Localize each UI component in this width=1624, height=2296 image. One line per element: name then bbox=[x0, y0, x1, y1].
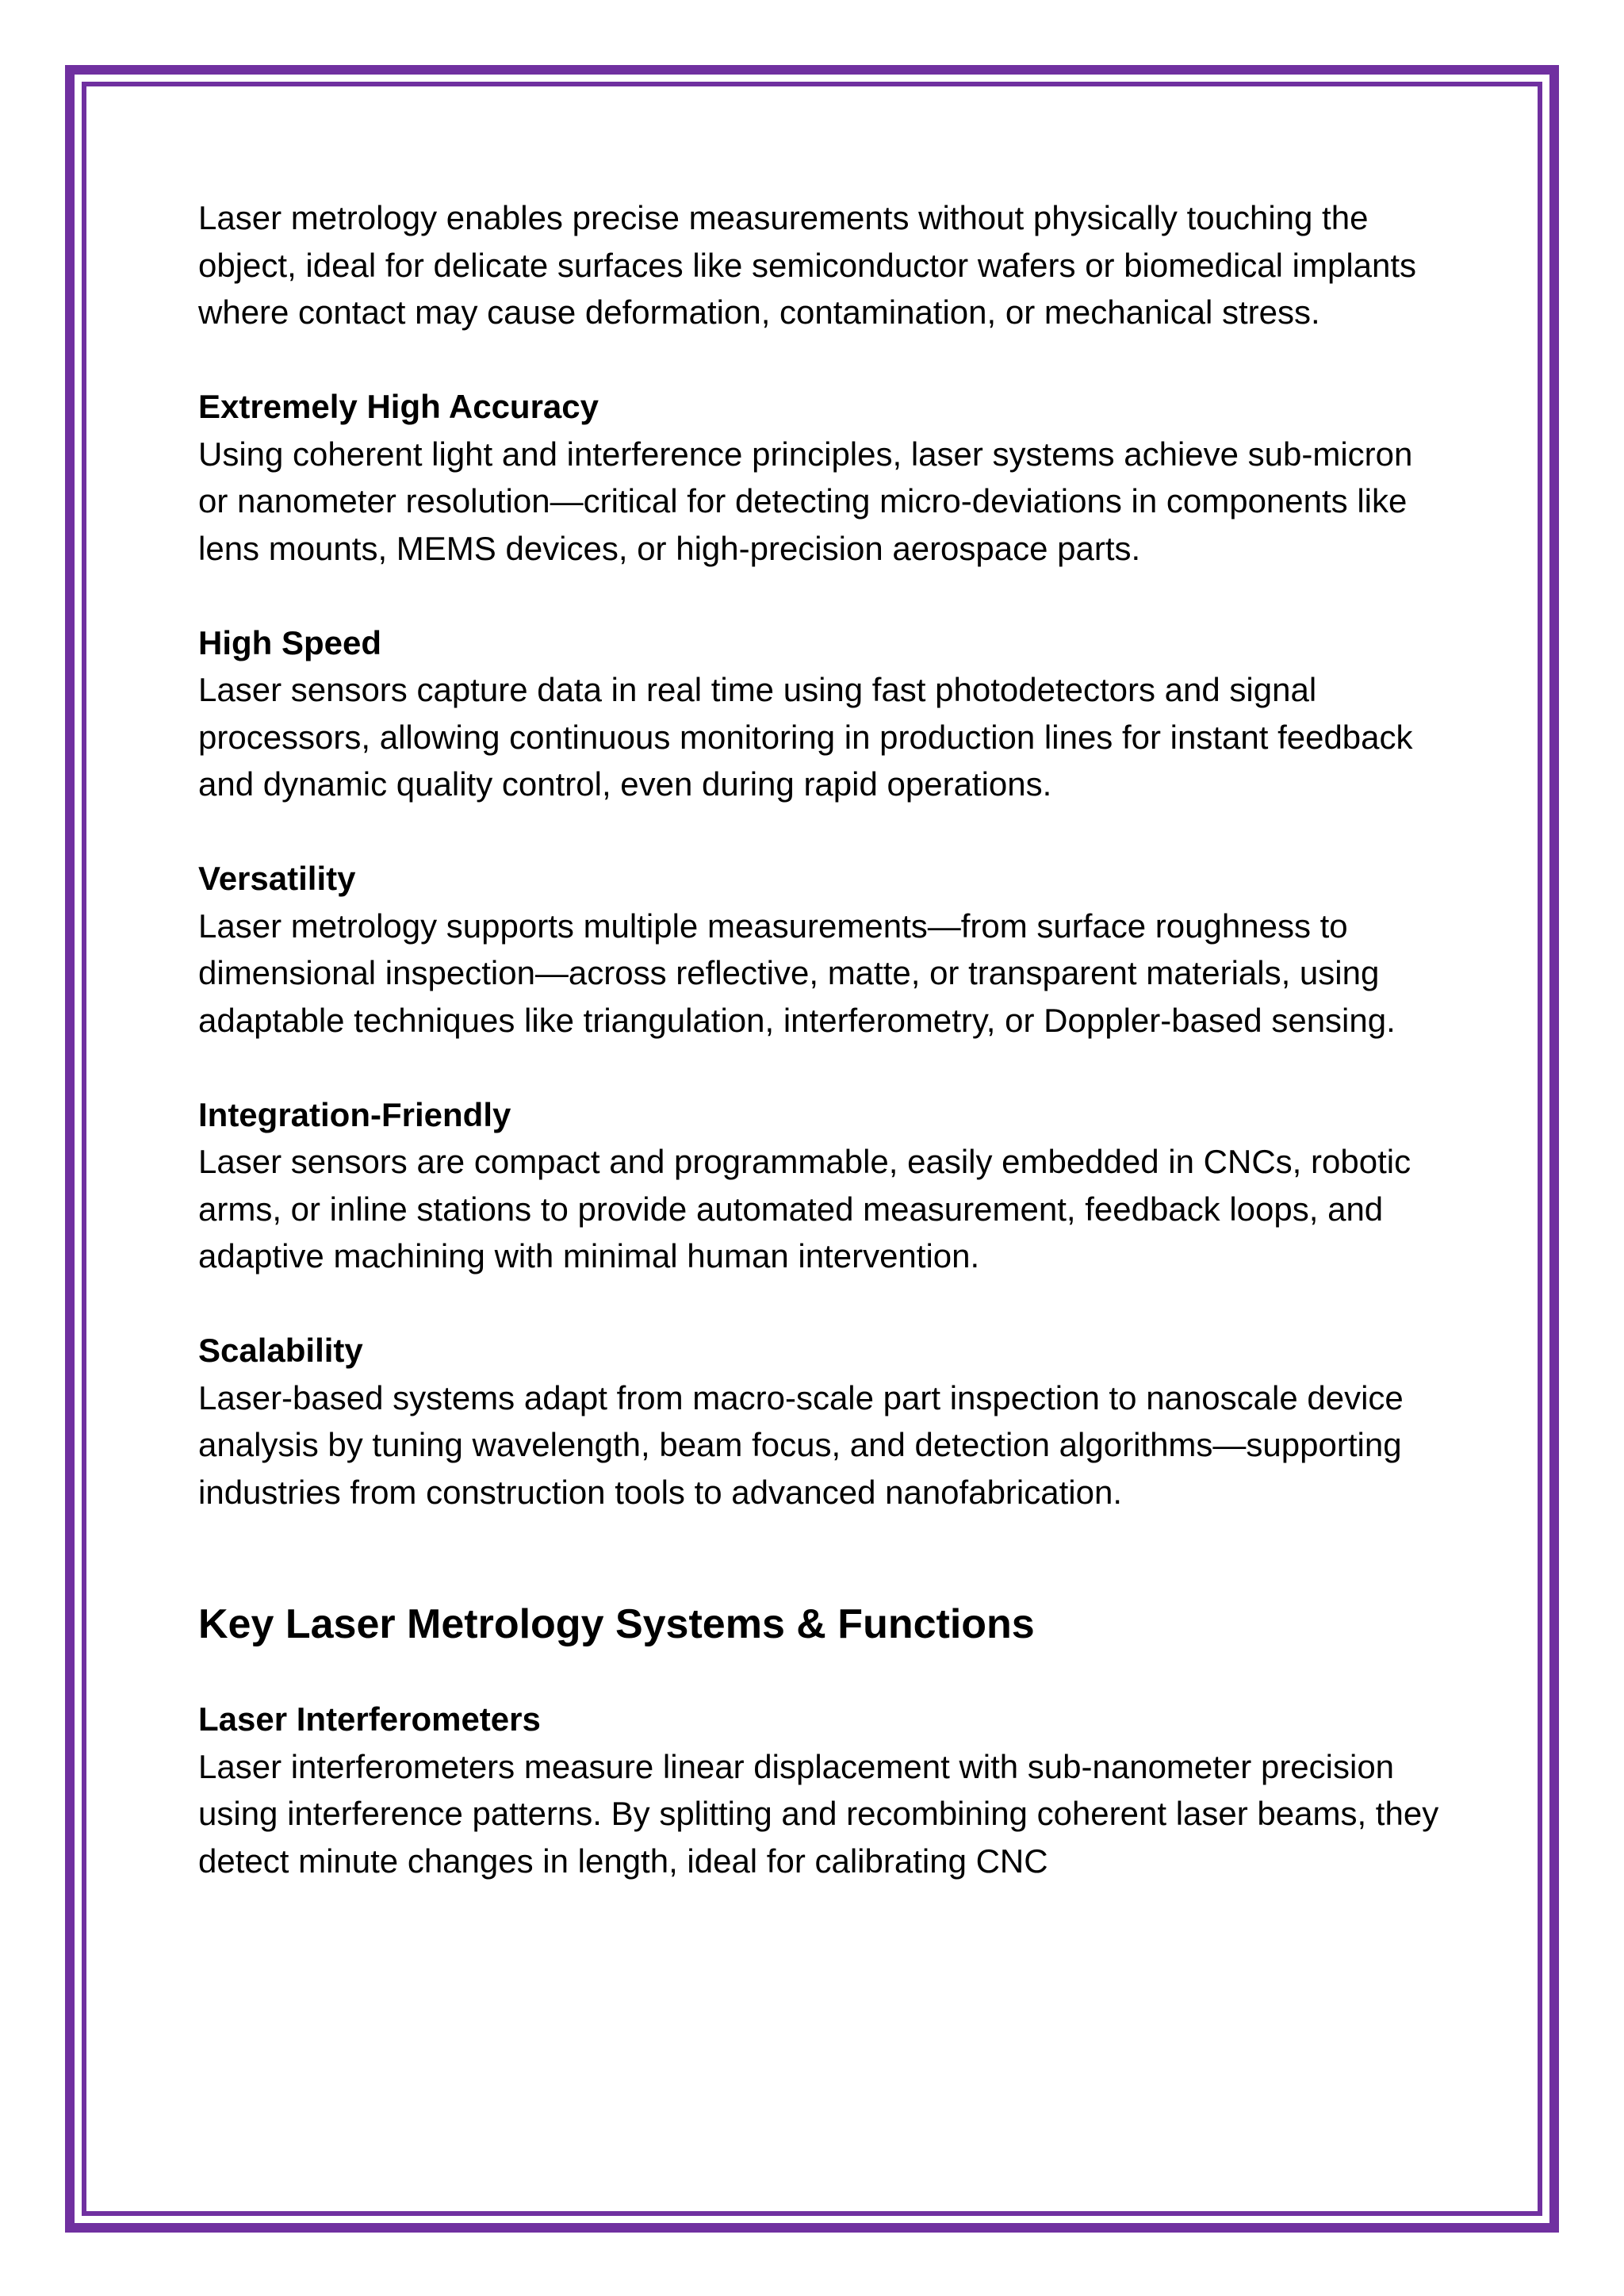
section-body: Laser sensors are compact and programmable, easily embedded in CNCs, robotic arms, or inline stations to provide automated measurement, feedback loops, and adaptive machining with minimal human intervention. bbox=[198, 1143, 1411, 1274]
section-title: Laser Interferometers bbox=[198, 1700, 541, 1738]
section-title: High Speed bbox=[198, 623, 382, 661]
section-title: Extremely High Accuracy bbox=[198, 388, 599, 425]
section-body: Laser interferometers measure linear displacement with sub-nanometer precision using interference patterns. By splitting and recombining coherent laser beams, they detect minute changes in length, ideal for calibrating CNC bbox=[198, 1747, 1439, 1880]
section-body: Laser metrology supports multiple measurements—from surface roughness to dimensional inspection—across reflective, matte, or transparent materials, using adaptable techniques like triangulation, interferometry, or Doppler-based sensing. bbox=[198, 907, 1396, 1039]
section-body: Laser-based systems adapt from macro-scale part inspection to nanoscale device analysis by tuning wavelength, beam focus, and detection algorithms—supporting industries from construction tools to advanced nanofabrication. bbox=[198, 1378, 1404, 1511]
section-title: Integration-Friendly bbox=[198, 1095, 511, 1133]
section-versatility bbox=[198, 855, 1451, 1044]
section-laser-interferometers bbox=[198, 1696, 1451, 1884]
section-extremely-high-accuracy bbox=[198, 383, 1451, 572]
section-high-speed bbox=[198, 619, 1451, 808]
section-integration-friendly bbox=[198, 1091, 1451, 1280]
section-scalability bbox=[198, 1327, 1451, 1516]
document-body bbox=[198, 194, 1451, 1884]
section-title: Scalability bbox=[198, 1332, 363, 1369]
section-title: Versatility bbox=[198, 860, 356, 897]
systems-heading: Key Laser Metrology Systems & Functions bbox=[198, 1601, 1035, 1647]
section-body: Using coherent light and interference principles, laser systems achieve sub-micron or nanometer resolution—critical for detecting micro-deviations in components like lens mounts, MEMS devices, or high-precision aerospace parts. bbox=[198, 435, 1413, 567]
section-body: Laser sensors capture data in real time using fast photodetectors and signal processors, allowing continuous monitoring in production lines for instant feedback and dynamic quality control, even during rapid operations. bbox=[198, 671, 1413, 803]
intro-paragraph: Laser metrology enables precise measurements without physically touching the object, ideal for delicate surfaces like semiconductor wafers or biomedical implants where contact may cause deformation, contamination, or mechanical stress. bbox=[198, 199, 1417, 331]
